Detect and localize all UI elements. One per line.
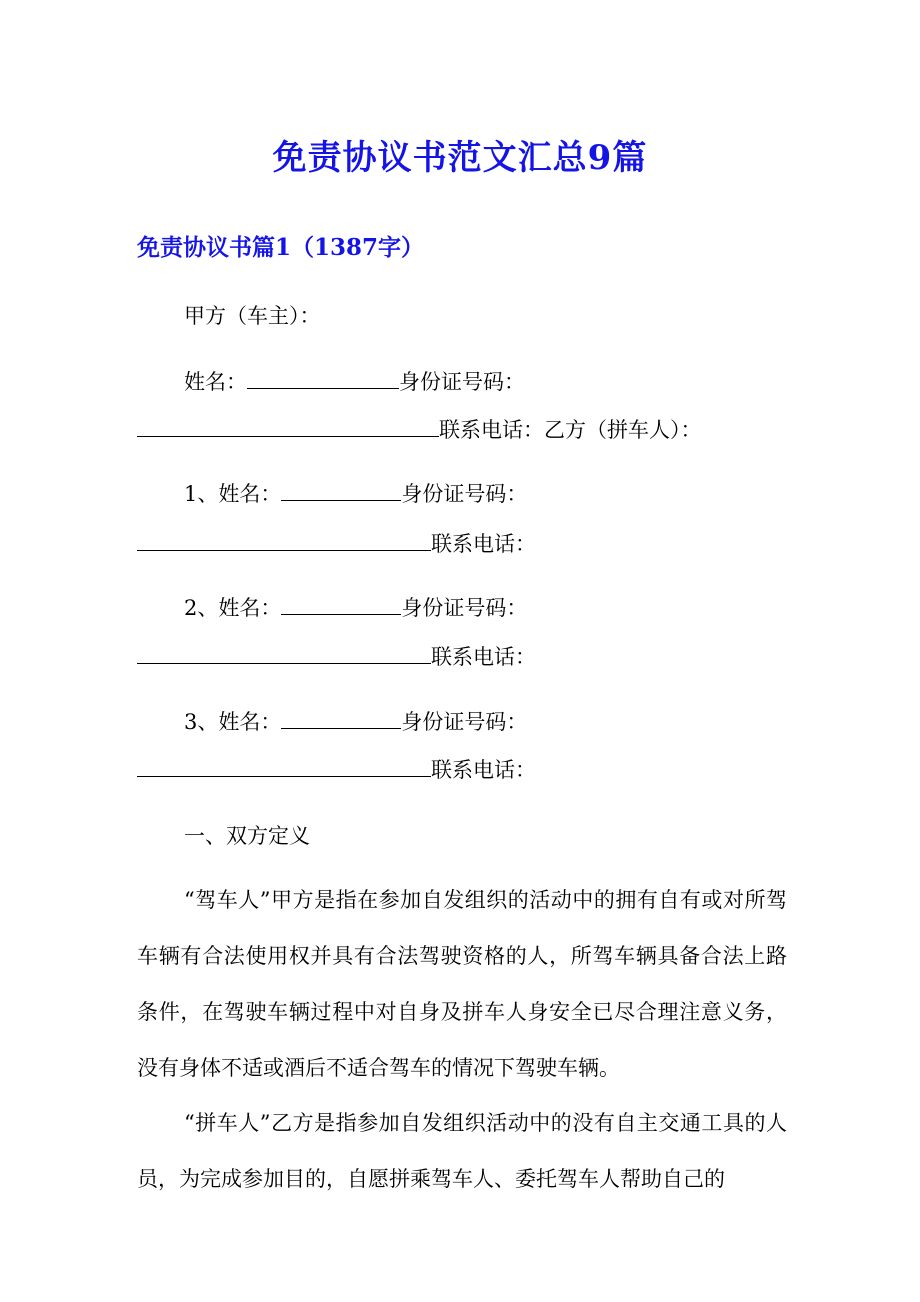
passenger-1-name-row bbox=[184, 478, 527, 510]
owner-phone-row bbox=[137, 414, 702, 446]
passenger-3-phone-row bbox=[137, 754, 536, 786]
paragraph-driver-definition: “驾车人”甲方是指在参加自发组织的活动中的拥有自有或对所驾车辆有合法使用权并具有合法驾驶资格的人，所驾车辆具备合法上路条件，在驾驶车辆过程中对自身及拼车人身安全已尽合理注意义务，没有身体不适或酒后不适合驾车的情况下驾驶车辆。 bbox=[137, 888, 787, 1080]
paragraph-passenger-definition: “拼车人”乙方是指参加自发组织活动中的没有自主交通工具的人员，为完成参加目的，自愿拼乘驾车人、委托驾车人帮助自己的 bbox=[137, 1111, 787, 1191]
passenger-1-phone-row bbox=[137, 528, 536, 560]
name-blank bbox=[247, 370, 399, 389]
document-title: 免责协议书范文汇总9篇 bbox=[272, 138, 648, 178]
clause-heading: 一、双方定义 bbox=[184, 824, 310, 848]
name-blank bbox=[281, 482, 401, 501]
id-label: 身份证号码： bbox=[401, 710, 528, 734]
id-label: 身份证号码： bbox=[399, 370, 525, 394]
phone-label: 联系电话： bbox=[431, 532, 536, 556]
name-blank bbox=[281, 710, 401, 729]
id-blank bbox=[137, 532, 431, 551]
section-heading: 免责协议书篇1（1387字） bbox=[137, 234, 425, 261]
name-blank bbox=[281, 596, 401, 615]
id-blank bbox=[137, 418, 439, 437]
id-label: 身份证号码： bbox=[401, 596, 528, 620]
name-label: 1、姓名： bbox=[184, 482, 282, 506]
id-label: 身份证号码： bbox=[401, 482, 528, 506]
party-a-label: 甲方（车主）： bbox=[184, 304, 321, 328]
passenger-2-name-row bbox=[184, 592, 527, 624]
name-label: 姓名： bbox=[184, 370, 247, 394]
name-label: 3、姓名： bbox=[184, 710, 282, 734]
phone-label: 联系电话： bbox=[431, 645, 536, 669]
id-blank bbox=[137, 758, 431, 777]
name-label: 2、姓名： bbox=[184, 596, 282, 620]
phone-label: 联系电话： bbox=[431, 758, 536, 782]
phone-label: 联系电话：乙方（拼车人）： bbox=[439, 418, 702, 442]
passenger-2-phone-row bbox=[137, 641, 536, 673]
owner-name-row bbox=[184, 366, 525, 398]
id-blank bbox=[137, 645, 431, 664]
passenger-3-name-row bbox=[184, 706, 527, 738]
